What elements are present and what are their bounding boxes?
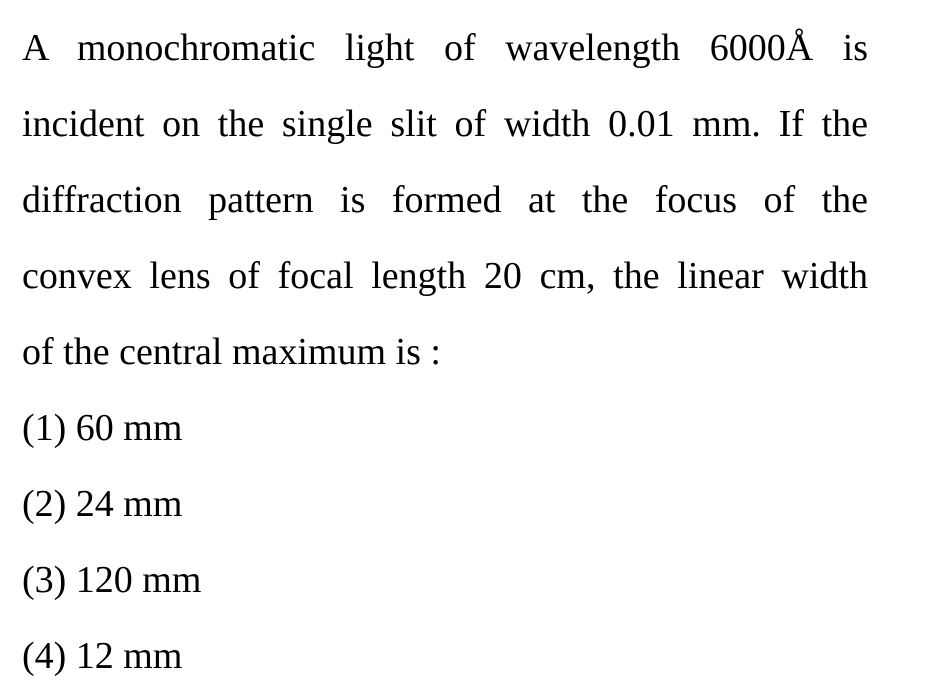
question-line-3: diffraction pattern is formed at the focus of the — [22, 179, 868, 221]
answer-options — [22, 390, 868, 694]
option-4: (4) 12 mm — [22, 635, 183, 677]
option-3: (3) 120 mm — [22, 559, 202, 601]
option-1: (1) 60 mm — [22, 407, 183, 449]
question-line-2: incident on the single slit of width 0.01 mm. If the — [22, 103, 868, 145]
question-line-1: A monochromatic light of wavelength 6000Å is — [22, 27, 868, 69]
question-line-4: convex lens of focal length 20 cm, the linear width — [22, 255, 868, 297]
question-line-5: of the central maximum is : — [22, 331, 441, 373]
question-document — [22, 0, 868, 694]
question-text — [22, 0, 868, 390]
option-2: (2) 24 mm — [22, 483, 183, 525]
